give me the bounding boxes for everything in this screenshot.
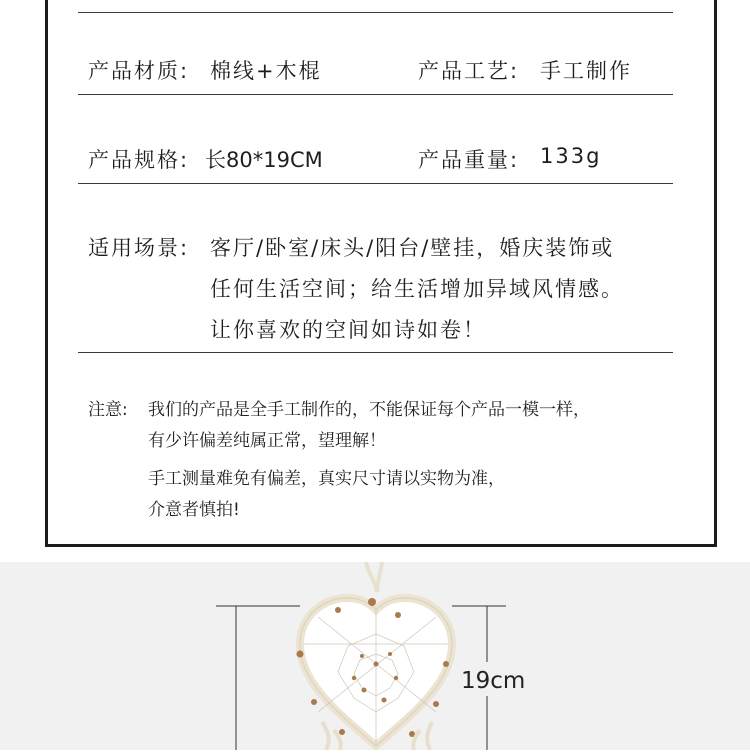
width-dimension-label: 19cm [461,668,526,694]
dreamcatcher-image [0,562,750,750]
scene-line: 客厅/卧室/床头/阳台/壁挂，婚庆装饰或 [210,236,615,260]
divider [78,12,673,13]
craft-value: 手工制作 [540,59,632,83]
craft-label: 产品工艺: [418,59,520,83]
divider [78,352,673,353]
note-label: 注意: [88,400,128,420]
scene-label: 适用场景: [88,236,190,260]
divider [78,183,673,184]
weight-value: 133g [540,144,602,168]
size-value: 长80*19CM [205,148,323,172]
material-label: 产品材质: [88,59,190,83]
note-line: 有少许偏差纯属正常，望理解！ [148,431,386,451]
scene-line: 让你喜欢的空间如诗如卷！ [210,318,486,342]
divider [78,94,673,95]
material-value: 棉线+木棍 [210,59,322,83]
weight-label: 产品重量: [418,148,520,172]
note-line: 介意者慎拍! [148,500,240,520]
size-label: 产品规格: [88,148,190,172]
product-photo [0,562,750,750]
note-line: 我们的产品是全手工制作的，不能保证每个产品一模一样， [148,400,590,420]
scene-line: 任何生活空间；给生活增加异域风情感。 [210,277,624,301]
note-line: 手工测量难免有偏差，真实尺寸请以实物为准， [148,469,505,489]
